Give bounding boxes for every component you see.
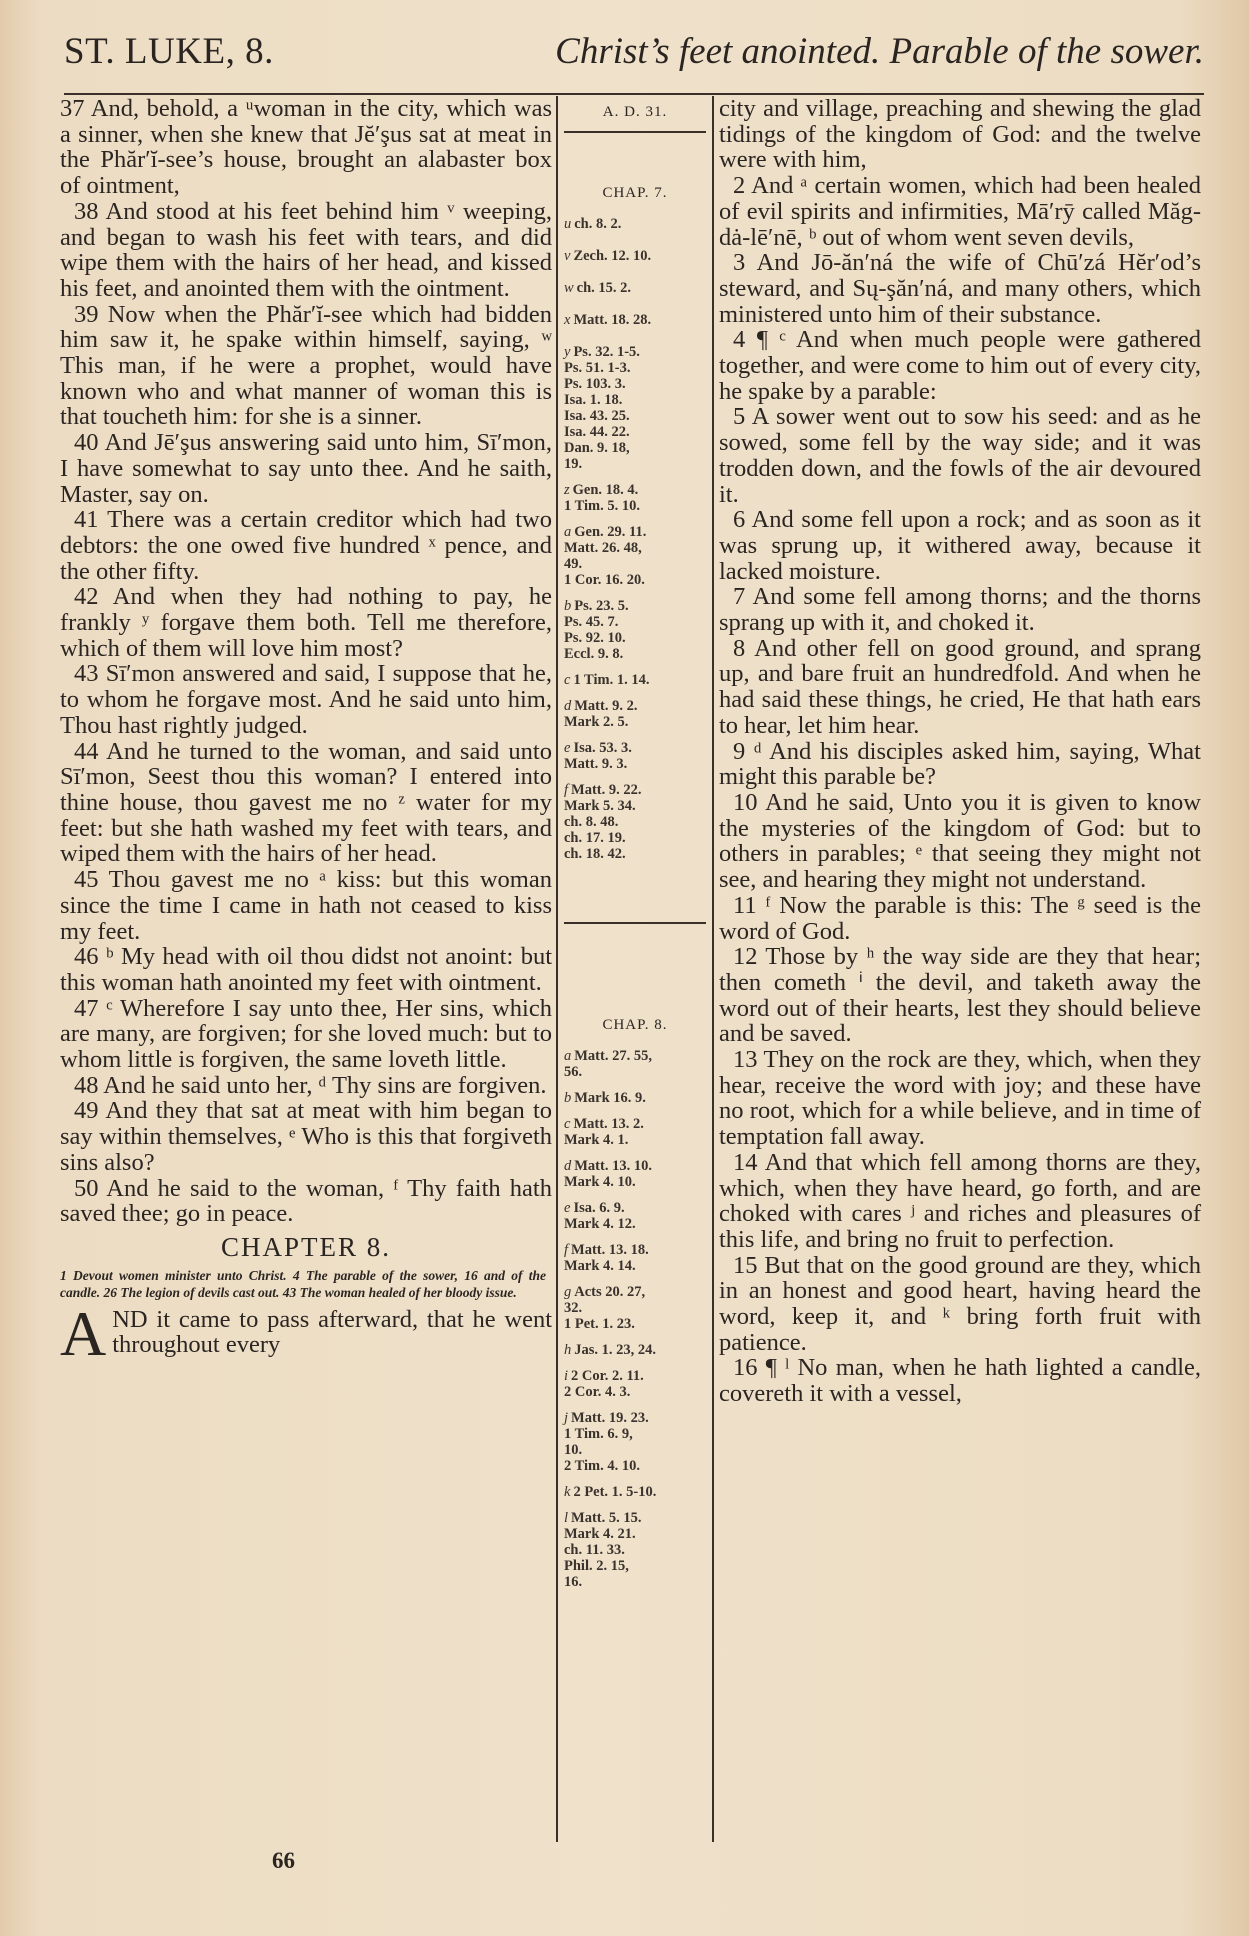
verse-7-46: 46 ᵇ My head with oil thou didst not anoint: but this woman hath anointed my feet with ointment. [60, 943, 552, 996]
reference-text: 2 Cor. 2. 11. 2 Cor. 4. 3. [564, 1368, 644, 1400]
reference-text: Matt. 5. 15. Mark 4. 21. ch. 11. 33. Phil. 2. 15, 16. [564, 1510, 642, 1590]
era-rule [564, 131, 706, 133]
verse-7-44: 44 And he turned to the woman, and said unto Sī′mon, Seest thou this woman? I entered into thine house, thou gavest me no ᶻ water for my feet: but she hath washed my feet with tears, and wiped them with the hairs of her head. [60, 737, 552, 868]
running-head [64, 30, 1204, 90]
verse-7-45: 45 Thou gavest me no ᵃ kiss: but this woman since the time I came in hath not ceased to kiss my feet. [60, 866, 552, 945]
chap-rule [564, 922, 706, 924]
verse-7-42: 42 And when they had nothing to pay, he frankly ʸ forgave them both. Tell me therefore, which of them will love him most? [60, 583, 552, 662]
reference-text: Zech. 12. 10. [573, 248, 652, 264]
verse-7-41: 41 There was a certain creditor which had two debtors: the one owed five hundred ˣ pence, and the other fifty. [60, 506, 552, 585]
reference-text: Matt. 9. 22. Mark 5. 34. ch. 8. 48. ch. 17. 19. ch. 18. 42. [564, 782, 642, 862]
reference-text: Jas. 1. 23, 24. [574, 1342, 657, 1358]
marginal-reference [560, 782, 710, 862]
marginal-reference [560, 1048, 710, 1080]
chapter-8-title: CHAPTER 8. [220, 1231, 392, 1262]
reference-marker: a [564, 1048, 572, 1064]
marginal-reference [560, 1368, 710, 1400]
verse-8-10: 10 And he said, Unto you it is given to know the mysteries of the kingdom of God: but to others in parables; ᵉ that seeing they might not see, and hearing they might not understand. [719, 788, 1201, 894]
verse-8-1-continued: city and village, preaching and shewing the glad tidings of the kingdom of God: and the twelve were with him, [719, 95, 1201, 174]
reference-text: Matt. 13. 10. Mark 4. 10. [564, 1158, 652, 1190]
reference-marker: x [564, 312, 571, 328]
right-text-column [719, 96, 1201, 1407]
book-chapter-heading: ST. LUKE, 8. [64, 31, 274, 72]
reference-marker: k [564, 1484, 571, 1500]
marginal-reference [560, 1116, 710, 1148]
reference-marker: e [564, 1200, 571, 1216]
reference-marker: v [564, 248, 571, 264]
reference-text: Matt. 13. 18. Mark 4. 14. [564, 1242, 649, 1274]
reference-marker: c [564, 1116, 571, 1132]
marginal-reference [560, 740, 710, 772]
left-divider [556, 96, 558, 1842]
verse-8-2: 2 And ᵃ certain women, which had been healed of evil spirits and infirmities, Mā′rȳ called Măg-dȧ-lē′nē, ᵇ out of whom went seven devils, [719, 172, 1201, 251]
marginal-reference [560, 1410, 710, 1474]
marginal-reference [560, 672, 710, 688]
verse-7-47: 47 ᶜ Wherefore I say unto thee, Her sins, which are many, are forgiven; for she loved much: but to whom little is forgiven, the same loveth little. [60, 994, 552, 1074]
verse-7-40: 40 And Jē′şus answering said unto him, Sī′mon, I have somewhat to say unto thee. And he saith, Master, say on. [60, 429, 552, 508]
reference-text: Mark 16. 9. [574, 1090, 646, 1106]
verse-8-8: 8 And other fell on good ground, and sprang up, and bare fruit an hundredfold. And when he had said these things, he cried, He that hath ears to hear, let him hear. [719, 634, 1201, 739]
reference-text: Acts 20. 27, 32. 1 Pet. 1. 23. [564, 1284, 646, 1332]
verse-8-14: 14 And that which fell among thorns are they, which, when they have heard, go forth, and are choked with cares ʲ and riches and pleasures of this life, and bring no fruit to perfection. [719, 1148, 1201, 1253]
drop-cap: A [60, 1297, 107, 1369]
reference-marker: f [564, 782, 569, 798]
verse-8-7: 7 And some fell among thorns; and the thorns sprang up with it, and choked it. [719, 583, 1201, 637]
era-label: A. D. 31. [602, 104, 668, 120]
reference-text: Isa. 6. 9. Mark 4. 12. [564, 1200, 636, 1232]
reference-marker: g [564, 1284, 572, 1300]
chap-7-reference-heading: CHAP. 7. [602, 185, 668, 201]
chap-7-reference-list [560, 216, 710, 862]
reference-text: Ps. 23. 5. Ps. 45. 7. Ps. 92. 10. Eccl. 9. 8. [564, 598, 629, 662]
marginal-reference [560, 344, 710, 472]
marginal-reference [560, 1284, 710, 1332]
page-number: 66 [272, 1848, 295, 1873]
verse-8-16: 16 ¶ ˡ No man, when he hath lighted a candle, covereth it with a vessel, [719, 1354, 1201, 1408]
reference-marker: j [564, 1410, 569, 1426]
verse-7-43: 43 Sī′mon answered and said, I suppose that he, to whom he forgave most. And he said unto him, Thou hast rightly judged. [60, 660, 552, 739]
verse-7-39: 39 Now when the Phăr′ĭ-see which had bidden him saw it, he spake within himself, saying, ʷ This man, if he were a prophet, would have known who and what manner of woman this is that toucheth him: for she is a sinner. [60, 300, 552, 431]
reference-text: Matt. 18. 28. [573, 312, 652, 328]
reference-text: ch. 15. 2. [576, 280, 632, 296]
verse-8-1-opening [60, 1297, 552, 1369]
reference-marker: h [564, 1342, 572, 1358]
reference-marker: d [564, 1158, 572, 1174]
reference-text: ch. 8. 2. [574, 216, 622, 232]
reference-text: Matt. 9. 2. Mark 2. 5. [564, 698, 638, 730]
verse-8-13: 13 They on the rock are they, which, when they hear, receive the word with joy; and these have no root, which for a while believe, and in time of temptation fall away. [719, 1046, 1201, 1151]
marginal-reference [560, 1242, 710, 1274]
reference-marker: d [564, 698, 572, 714]
reference-marker: y [564, 344, 571, 360]
reference-marker: c [564, 672, 571, 688]
marginal-reference [560, 1510, 710, 1590]
marginal-reference [560, 216, 710, 232]
left-text-column [60, 95, 552, 1369]
reference-text: Ps. 32. 1-5. Ps. 51. 1-3. Ps. 103. 3. Isa. 1. 18. Isa. 43. 25. Isa. 44. 22. Dan. 9. 18, 19. [564, 344, 640, 472]
verse-7-50: 50 And he said to the woman, ᶠ Thy faith hath saved thee; go in peace. [60, 1174, 552, 1228]
reference-text: Gen. 18. 4. 1 Tim. 5. 10. [564, 482, 641, 514]
marginal-reference [560, 1090, 710, 1106]
verse-7-38: 38 And stood at his feet behind him ᵛ weeping, and began to wash his feet with tears, and did wipe them with the hairs of her head, and kissed his feet, and anointed them with the ointment. [60, 197, 552, 302]
chap-8-reference-list [560, 1048, 710, 1590]
verse-8-5: 5 A sower went out to sow his seed: and as he sowed, some fell by the way side; and it was trodden down, and the fowls of the air devoured it. [719, 403, 1201, 508]
marginal-reference [560, 1342, 710, 1358]
reference-marker: b [564, 598, 572, 614]
right-divider [712, 96, 714, 1842]
reference-marker: e [564, 740, 571, 756]
reference-marker: a [564, 524, 572, 540]
verse-8-15: 15 But that on the good ground are they, which in an honest and good heart, having heard the word, keep it, and ᵏ bring forth fruit with patience. [719, 1251, 1201, 1356]
center-reference-column [560, 96, 710, 1600]
chap-8-reference-heading: CHAP. 8. [602, 1017, 668, 1033]
marginal-reference [560, 248, 710, 264]
reference-marker: u [564, 216, 572, 232]
verse-7-48: 48 And he said unto her, ᵈ Thy sins are forgiven. [74, 1071, 547, 1099]
marginal-reference [560, 698, 710, 730]
reference-marker: z [564, 482, 570, 498]
reference-text: Matt. 27. 55, 56. [564, 1048, 652, 1080]
reference-marker: f [564, 1242, 569, 1258]
reference-text: Matt. 19. 23. 1 Tim. 6. 9, 10. 2 Tim. 4. 10. [564, 1410, 649, 1474]
marginal-reference [560, 598, 710, 662]
verse-8-4: 4 ¶ ᶜ And when much people were gathered together, and were come to him out of every city, he spake by a parable: [719, 326, 1201, 405]
reference-marker: w [564, 280, 574, 296]
verse-8-9: 9 ᵈ And his disciples asked him, saying, What might this parable be? [719, 737, 1201, 791]
marginal-reference [560, 1158, 710, 1190]
reference-text: Matt. 13. 2. Mark 4. 1. [564, 1116, 644, 1148]
verse-8-12: 12 Those by ʰ the way side are they that hear; then cometh ⁱ the devil, and taketh away the word out of their hearts, lest they should believe and be saved. [719, 943, 1201, 1048]
reference-text: Isa. 53. 3. Matt. 9. 3. [564, 740, 632, 772]
marginal-reference [560, 524, 710, 588]
reference-marker: b [564, 1090, 572, 1106]
verse-8-11: 11 ᶠ Now the parable is this: The ᵍ seed is the word of God. [719, 891, 1201, 945]
reference-text: Gen. 29. 11. Matt. 26. 48, 49. 1 Cor. 16. 20. [564, 524, 647, 588]
verse-8-3: 3 And Jō-ăn′ná the wife of Chū′zá Hĕr′od’s steward, and Sų-şăn′ná, and many others, which ministered unto him of their substance. [719, 249, 1201, 328]
marginal-reference [560, 312, 710, 328]
verse-8-6: 6 And some fell upon a rock; and as soon as it was sprung up, it withered away, because it lacked moisture. [719, 506, 1201, 585]
reference-marker: l [564, 1510, 569, 1526]
reference-text: 1 Tim. 1. 14. [573, 672, 650, 688]
reference-marker: i [564, 1368, 569, 1384]
topic-heading: Christ’s feet anointed. Parable of the sower. [555, 31, 1204, 72]
marginal-reference [560, 482, 710, 514]
marginal-reference [560, 1200, 710, 1232]
verse-7-49: 49 And they that sat at meat with him began to say within themselves, ᵉ Who is this that forgiveth sins also? [60, 1097, 552, 1176]
marginal-reference [560, 1484, 710, 1500]
verse-7-37: 37 And, behold, a ᵘwoman in the city, which was a sinner, when she knew that Jĕ′şus sat at meat in the Phăr′ĭ-see’s house, brought an alabaster box of ointment, [60, 95, 552, 200]
chapter-8-summary: 1 Devout women minister unto Christ. 4 The parable of the sower, 16 and of the candle. 26 The legion of devils cast out. 43 The woman healed of her bloody issue. [60, 1267, 546, 1300]
verse-8-1-text: ND it came to pass afterward, that he went throughout every [112, 1305, 552, 1359]
marginal-reference [560, 280, 710, 296]
reference-text: 2 Pet. 1. 5-10. [573, 1484, 657, 1500]
